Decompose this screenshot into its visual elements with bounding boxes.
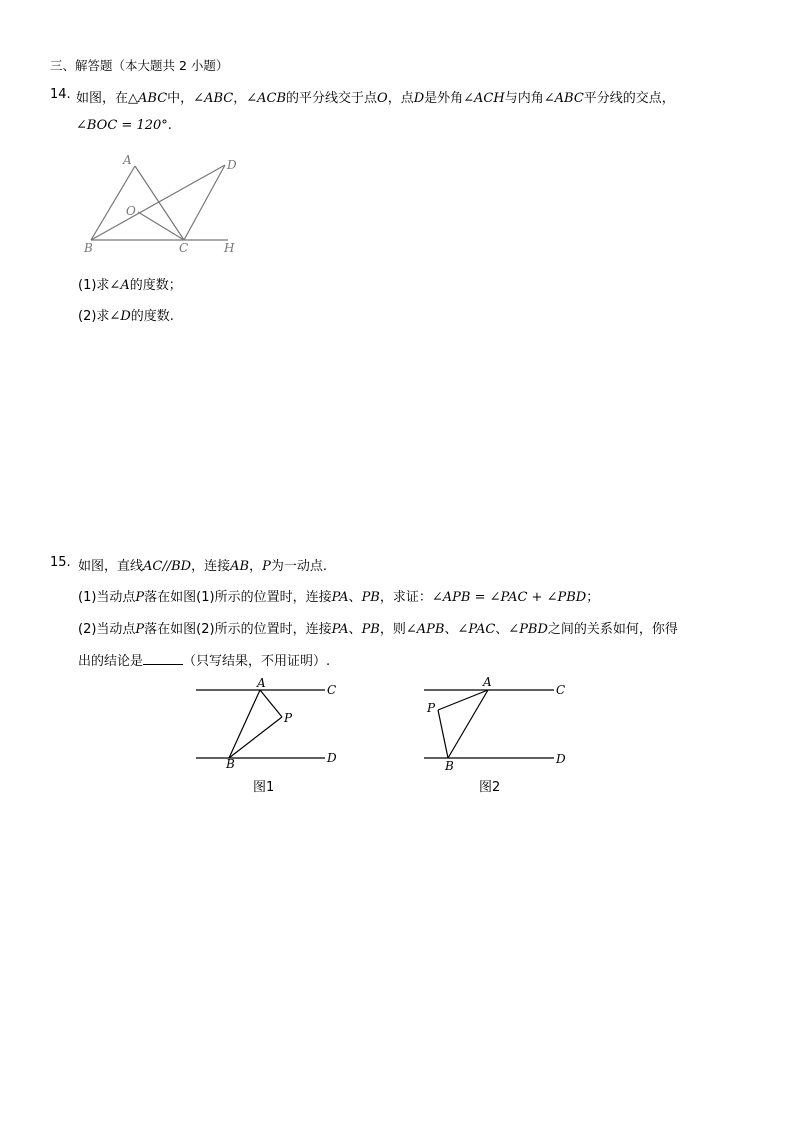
fig2-label-p: P xyxy=(427,701,436,715)
q14-stem-line1 xyxy=(76,87,675,106)
q14-text-a: 如图，在 xyxy=(76,91,129,106)
q15-part1-end: ； xyxy=(586,590,600,605)
fig2-label-c: C xyxy=(556,683,566,697)
q14-comma: ， xyxy=(233,91,247,106)
answer-blank[interactable] xyxy=(143,652,183,665)
q15-part2-pa: PA xyxy=(331,622,349,637)
label-h: H xyxy=(224,241,235,255)
q14-part1-a: (1)求 xyxy=(78,278,110,293)
segment-ap xyxy=(438,690,488,710)
q15-part2-sep3: 、 xyxy=(495,622,509,637)
q14-part2-b: 的度数. xyxy=(130,309,174,324)
q14-point-d: D xyxy=(413,91,425,106)
q14-condition: ∠BOC = 120° xyxy=(76,118,168,133)
fig2-label-a: A xyxy=(483,675,492,689)
q14-text-g: 平分线的交点， xyxy=(583,91,675,106)
q14-angle-abc-2: ∠ABC xyxy=(543,91,584,106)
segment-ab xyxy=(229,690,260,758)
q15-text-b: ，连接 xyxy=(191,559,231,574)
q15-text-a: 如图，直线 xyxy=(78,559,144,574)
fig1-label-p: P xyxy=(284,711,293,725)
q15-part2-angle-pac: ∠PAC xyxy=(457,622,496,637)
q15-part2-p: P xyxy=(135,622,145,637)
q14-part1 xyxy=(78,274,182,293)
q15-part1-p: P xyxy=(135,590,145,605)
section-heading: 三、解答题（本大题共 2 小题） xyxy=(50,58,229,73)
q15-part1 xyxy=(78,586,599,605)
fig1-label-b: B xyxy=(226,757,235,771)
fig1-label-c: C xyxy=(327,683,337,697)
q14-text-f: 与内角 xyxy=(504,91,544,106)
q15-part1-pa: PA xyxy=(331,590,349,605)
q14-part2-angle: ∠D xyxy=(109,309,131,324)
q15-part1-equation: ∠APB = ∠PAC + ∠PBD xyxy=(431,590,587,605)
segment-oc xyxy=(138,212,184,240)
q14-part1-b: 的度数； xyxy=(129,278,182,293)
q15-part1-a: (1)当动点 xyxy=(78,590,136,605)
segment-ac xyxy=(135,166,184,240)
q15-part1-sep: 、 xyxy=(348,590,362,605)
q15-ac-bd: AC//BD xyxy=(143,559,192,574)
q15-stem xyxy=(78,555,327,574)
fig1-label-a: A xyxy=(257,676,266,690)
q15-part2-a: (2)当动点 xyxy=(78,622,136,637)
q14-part2-a: (2)求 xyxy=(78,309,110,324)
fig1-label-d: D xyxy=(327,751,337,765)
q15-part3-a: 出的结论是 xyxy=(78,654,144,669)
label-o: O xyxy=(126,204,136,218)
q15-part2-b: 落在如图(2)所示的位置时，连接 xyxy=(144,622,332,637)
q15-text-c: ， xyxy=(249,559,263,574)
q14-angle-ach: ∠ACH xyxy=(463,91,505,106)
q15-part2-sep: 、 xyxy=(348,622,362,637)
q15-part2-angle-pbd: ∠PBD xyxy=(508,622,548,637)
q14-point-o: O xyxy=(377,91,388,106)
q15-p: P xyxy=(262,559,271,574)
q14-figure xyxy=(80,150,260,260)
q15-part1-pb: PB xyxy=(361,590,380,605)
q14-angle-acb: ∠ACB xyxy=(246,91,286,106)
fig2-caption: 图2 xyxy=(479,780,501,795)
q15-number: 15. xyxy=(50,555,71,570)
fig2-label-b: B xyxy=(445,759,454,772)
label-a: A xyxy=(123,153,132,167)
segment-pb xyxy=(438,710,448,758)
q15-part2-d: 之间的关系如何，你得 xyxy=(547,622,678,637)
label-c: C xyxy=(179,241,189,255)
q15-part2-sep2: 、 xyxy=(444,622,458,637)
q14-text-c: 的平分线交于点 xyxy=(286,91,378,106)
segment-ap xyxy=(260,690,282,717)
q15-part1-b: 落在如图(1)所示的位置时，连接 xyxy=(144,590,332,605)
q15-part2-pb: PB xyxy=(361,622,380,637)
q15-figure2 xyxy=(418,672,578,772)
segment-ba xyxy=(91,166,135,240)
fig2-label-d: D xyxy=(556,752,566,766)
q15-figure1 xyxy=(190,672,350,772)
q15-part1-c: ，求证： xyxy=(379,590,432,605)
q14-part1-angle: ∠A xyxy=(109,278,130,293)
q14-part2 xyxy=(78,305,174,324)
label-b: B xyxy=(84,241,93,255)
label-d: D xyxy=(227,158,237,172)
segment-pb xyxy=(229,717,282,758)
q15-part3-b: （只写结果，不用证明）. xyxy=(183,654,331,669)
fig1-caption: 图1 xyxy=(253,780,275,795)
q15-part2-angle-apb: ∠APB xyxy=(405,622,445,637)
q14-number: 14. xyxy=(50,87,71,102)
q14-angle-abc: ∠ABC xyxy=(193,91,234,106)
q15-part2-c: ，则 xyxy=(379,622,406,637)
q15-text-d: 为一动点. xyxy=(270,559,327,574)
q14-tri-abc: △ABC xyxy=(128,91,168,106)
q14-period: . xyxy=(167,118,172,133)
q15-ab: AB xyxy=(230,559,250,574)
q14-text-b: 中， xyxy=(167,91,194,106)
q14-text-e: 是外角 xyxy=(424,91,464,106)
q14-stem-line2 xyxy=(76,118,172,133)
q15-part3 xyxy=(78,650,330,669)
segment-ab xyxy=(448,690,488,758)
q14-text-d: ，点 xyxy=(387,91,414,106)
q15-part2 xyxy=(78,618,678,637)
